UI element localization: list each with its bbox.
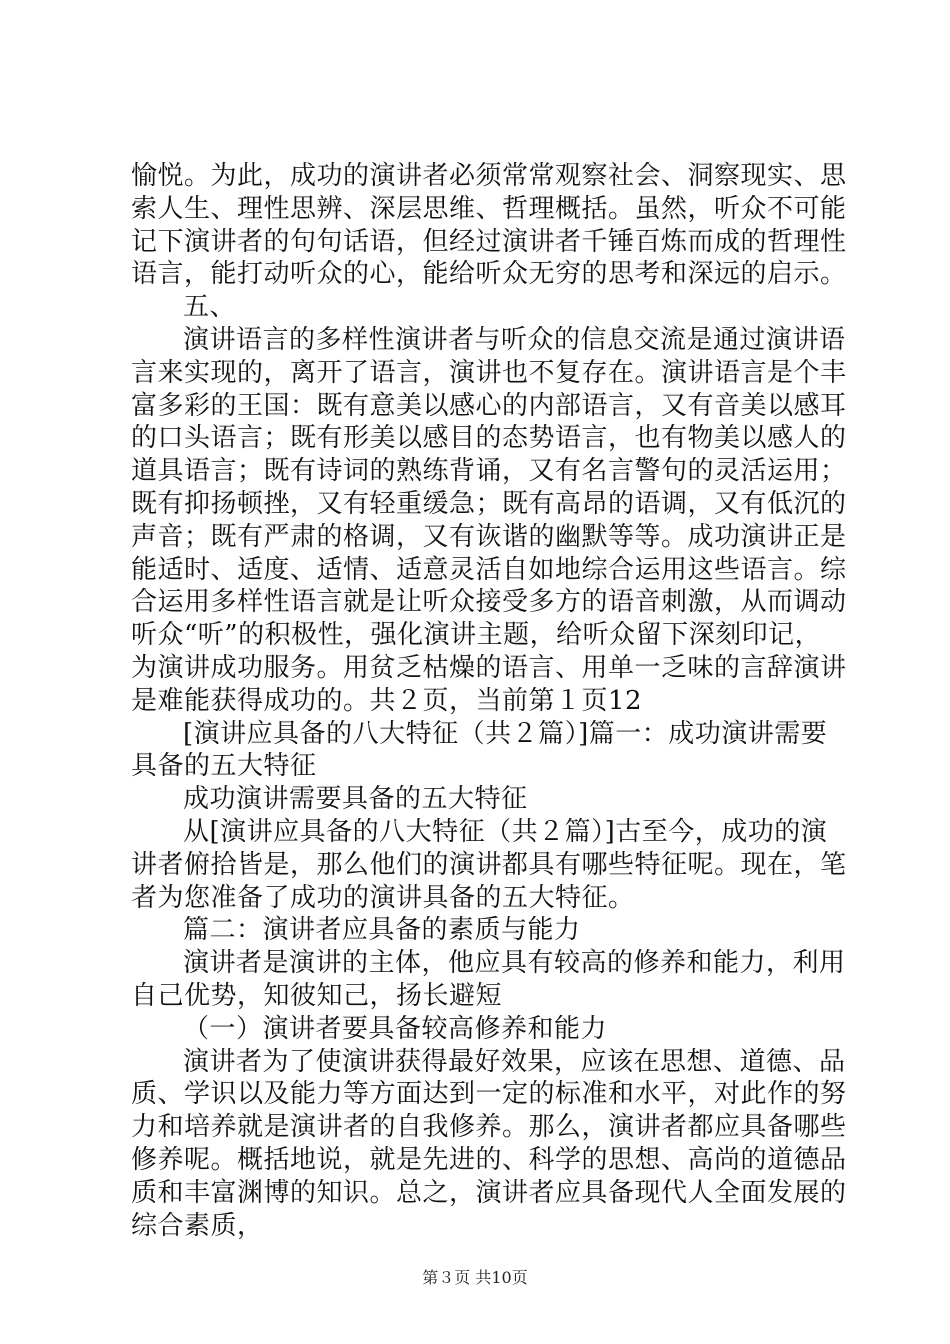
text-line: 能适时、适度、适情、适意灵活自如地综合运用这些语言。综 bbox=[131, 554, 847, 585]
text-line: 演讲语言的多样性演讲者与听众的信息交流是通过演讲语 bbox=[183, 324, 846, 355]
text-line: 具备的五大特征 bbox=[131, 751, 317, 782]
text-line: 言来实现的，离开了语言，演讲也不复存在。演讲语言是个丰 bbox=[131, 357, 847, 388]
text-line: 是难能获得成功的。共２页，当前第１页12 bbox=[131, 685, 643, 716]
section-heading: 篇二：演讲者应具备的素质与能力 bbox=[183, 915, 581, 946]
section-heading: 成功演讲需要具备的五大特征 bbox=[183, 784, 528, 815]
text-line: 演讲者为了使演讲获得最好效果，应该在思想、道德、品 bbox=[183, 1046, 846, 1077]
text-line: 听众“听”的积极性，强化演讲主题，给听众留下深刻印记， bbox=[131, 620, 822, 651]
text-line: 从[演讲应具备的八大特征（共２篇）]古至今，成功的演 bbox=[183, 816, 828, 847]
section-heading: （一）演讲者要具备较高修养和能力 bbox=[183, 1013, 608, 1044]
text-line: 者为您准备了成功的演讲具备的五大特征。 bbox=[131, 882, 635, 913]
text-line: 富多彩的王国：既有意美以感心的内部语言，又有音美以感耳 bbox=[131, 390, 847, 421]
text-line: 质、学识以及能力等方面达到一定的标准和水平，对此作的努 bbox=[131, 1079, 847, 1110]
text-line: 自己优势，知彼知己，扬长避短 bbox=[131, 980, 503, 1011]
text-line: 演讲者是演讲的主体，他应具有较高的修养和能力，利用 bbox=[183, 948, 846, 979]
text-line: 愉悦。为此，成功的演讲者必须常常观察社会、洞察现实、思 bbox=[131, 161, 847, 191]
page-footer: 第３页 共10页 bbox=[422, 1268, 528, 1287]
text-line: 声音；既有严肃的格调，又有诙谐的幽默等等。成功演讲正是 bbox=[131, 521, 847, 552]
text-line: 综合素质， bbox=[131, 1210, 264, 1241]
text-line: 合运用多样性语言就是让听众接受多方的语音刺激，从而调动 bbox=[131, 587, 847, 618]
text-line: 质和丰富渊博的知识。总之，演讲者应具备现代人全面发展的 bbox=[131, 1177, 847, 1208]
text-line: 记下演讲者的句句话语，但经过演讲者千锤百炼而成的哲理性 bbox=[131, 226, 847, 257]
text-line: 既有抑扬顿挫，又有轻重缓急；既有高昂的语调，又有低沉的 bbox=[131, 488, 847, 519]
text-line: 索人生、理性思辨、深层思维、哲理概括。虽然，听众不可能 bbox=[131, 193, 847, 224]
text-line: 力和培养就是演讲者的自我修养。那么，演讲者都应具备哪些 bbox=[131, 1112, 847, 1143]
text-line: 为演讲成功服务。用贫乏枯燥的语言、用单一乏味的言辞演讲 bbox=[131, 652, 847, 683]
text-line: 修养呢。概括地说，就是先进的、科学的思想、高尚的道德品 bbox=[131, 1144, 847, 1175]
text-line: 道具语言；既有诗词的熟练背诵，又有名言警句的灵活运用； bbox=[131, 456, 847, 487]
text-line: [演讲应具备的八大特征（共２篇）]篇一：成功演讲需要 bbox=[183, 718, 828, 749]
text-line: 的口头语言；既有形美以感目的态势语言，也有物美以感人的 bbox=[131, 423, 847, 454]
text-line: 语言，能打动听众的心，能给听众无穷的思考和深远的启示。 bbox=[131, 259, 847, 290]
text-line: 讲者俯拾皆是，那么他们的演讲都具有哪些特征呢。现在，笔 bbox=[131, 849, 847, 880]
section-number: 五、 bbox=[183, 292, 237, 323]
body-text bbox=[131, 160, 847, 1242]
